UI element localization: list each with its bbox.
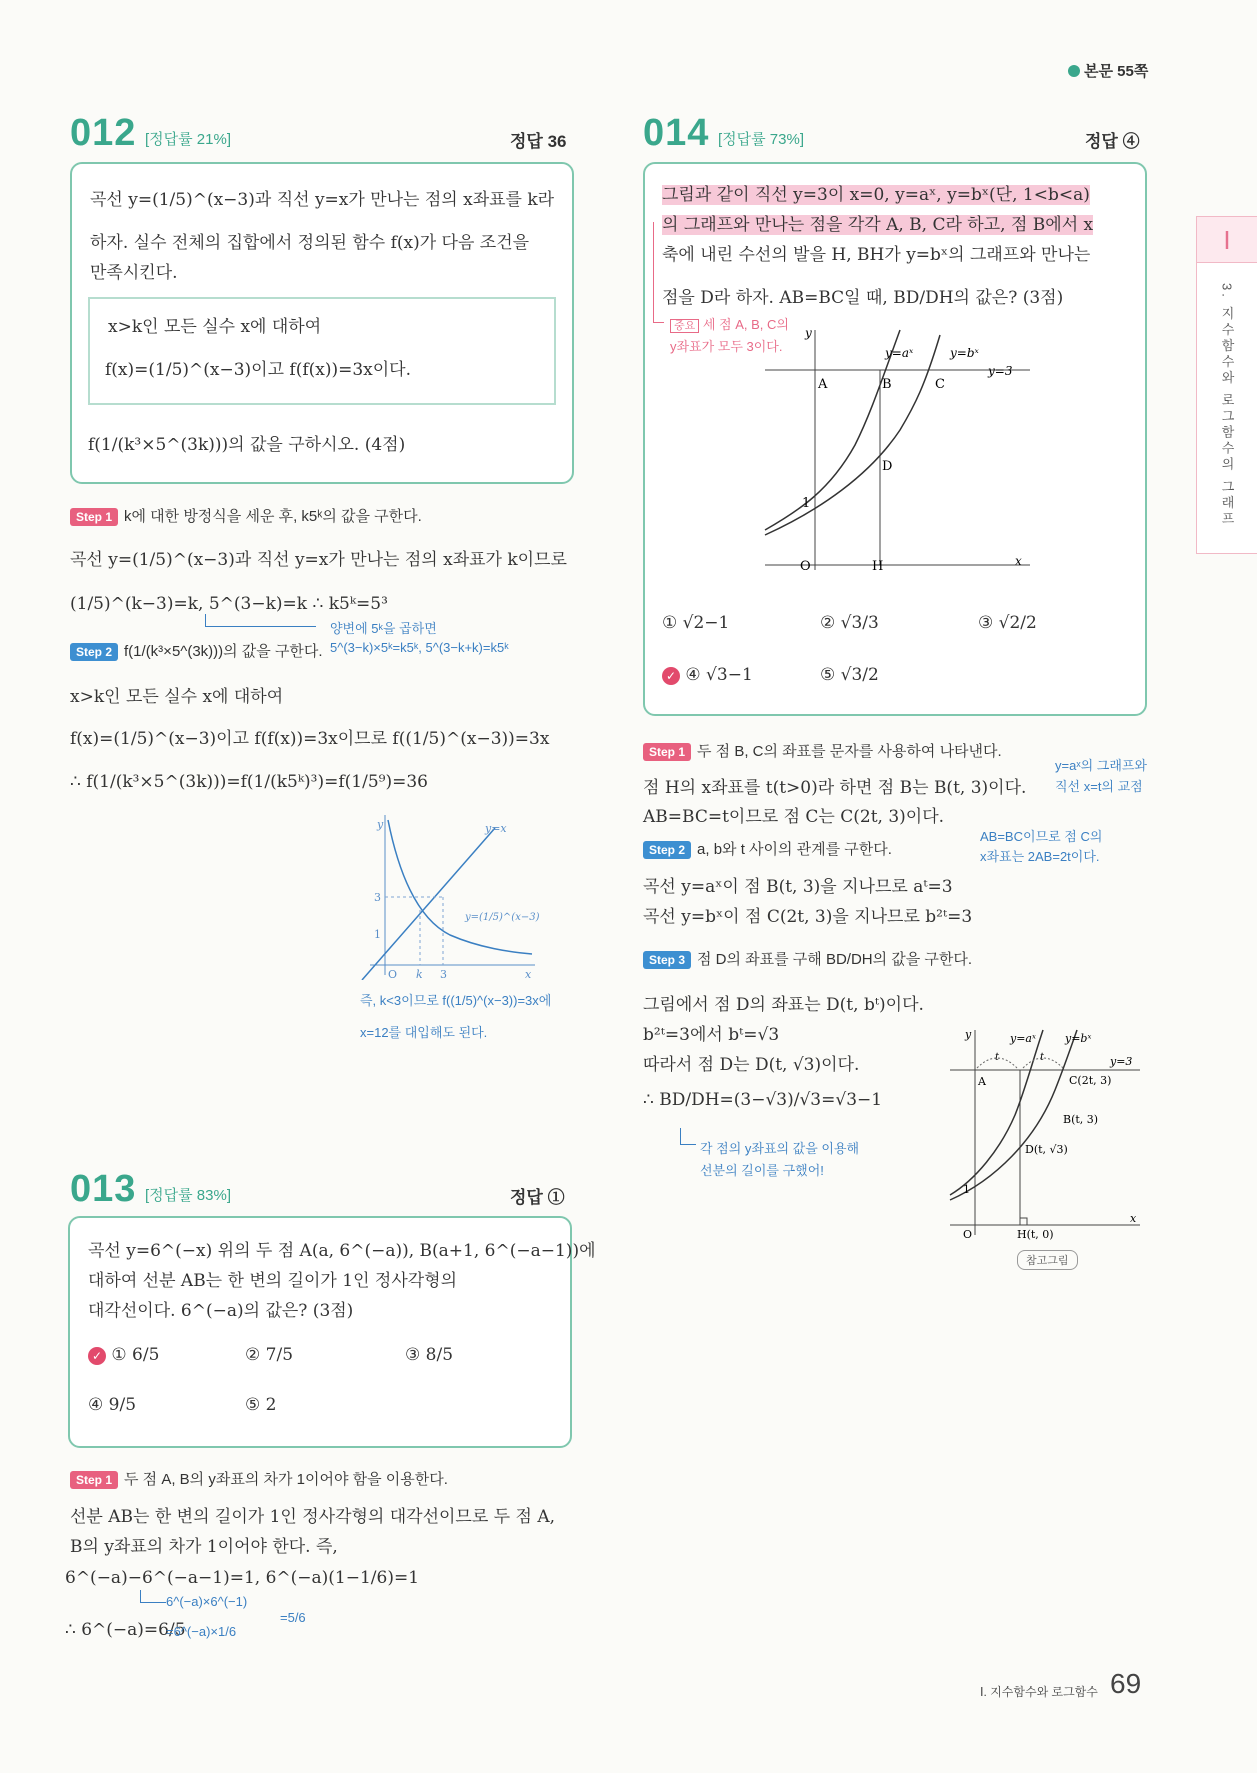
solution-text: f(x)=(1/5)^(x−3)이고 f(f(x))=3x이므로 f((1/5)^(x−3))=3x: [70, 729, 550, 749]
choice-4[interactable]: ④ 9/5: [88, 1395, 137, 1415]
curve-b: [765, 335, 940, 535]
choice-2[interactable]: ② √3/3: [820, 613, 879, 633]
solution-text: AB=BC=t이므로 점 C는 C(2t, 3)이다.: [643, 807, 945, 827]
annotation: 각 점의 y좌표의 값을 이용해: [700, 1141, 860, 1156]
axis-label: y: [377, 818, 384, 831]
point-label: D(t, √3): [1025, 1143, 1068, 1156]
annotation: 직선 x=t의 교점: [1055, 779, 1143, 794]
accuracy-rate: [정답률 83%]: [145, 1187, 231, 1204]
step-heading: Step 1 두 점 B, C의 좌표를 문자를 사용하여 나타낸다.: [643, 740, 1002, 761]
side-tab-chapter[interactable]: 3. 지수함수와 로그함수의 그래프: [1196, 262, 1257, 554]
annotation: y=aˣ의 그래프와: [1055, 758, 1147, 773]
tick-label: 1: [963, 1183, 970, 1196]
annotation: 5^(3−k)×5ᵏ=k5ᵏ, 5^(3−k+k)=k5ᵏ: [330, 640, 509, 655]
point-label: A: [978, 1075, 986, 1088]
choice-1[interactable]: ✓ ① 6/5: [88, 1345, 159, 1365]
step-badge: Step 1: [70, 508, 118, 526]
question-text: 곡선 y=(1/5)^(x−3)과 직선 y=x가 만나는 점의 x좌표를 k라: [90, 190, 555, 210]
curve-label: y=(1/5)^(x−3): [465, 912, 540, 923]
tick-label: 1: [802, 496, 811, 511]
solution-text: ∴ BD/DH=(3−√3)/√3=√3−1: [643, 1090, 883, 1110]
exp-curve: [388, 820, 532, 954]
footer-section: Ⅰ. 지수함수와 로그함수: [980, 1685, 1098, 1699]
curve-label: y=bˣ: [950, 346, 979, 360]
pink-note: 중요 세 점 A, B, C의: [670, 314, 789, 333]
point-label: B: [882, 377, 892, 392]
point-label: C(2t, 3): [1069, 1074, 1112, 1087]
step-heading: Step 2 f(1/(k³×5^(3k)))의 값을 구한다.: [70, 640, 323, 661]
axis-label: x: [1130, 1212, 1137, 1225]
question-text: 만족시킨다.: [90, 263, 178, 283]
question-text: 대각선이다. 6^(−a)의 값은? (3점): [88, 1301, 354, 1321]
annotation: 선분의 길이를 구했어!: [700, 1163, 824, 1178]
question-text: 대하여 선분 AB는 한 변의 길이가 1인 정사각형의: [88, 1271, 458, 1291]
step-badge: Step 2: [643, 841, 691, 859]
solution-text: ∴ f(1/(k³×5^(3k)))=f(1/(k5ᵏ)³)=f(1/5⁹)=36: [70, 772, 428, 792]
side-tab-numeral[interactable]: I: [1196, 216, 1257, 264]
annotation: =5/6: [280, 1610, 306, 1625]
step-badge: Step 3: [643, 951, 691, 969]
step-heading: Step 3 점 D의 좌표를 구해 BD/DH의 값을 구한다.: [643, 948, 972, 969]
choice-2[interactable]: ② 7/5: [245, 1345, 294, 1365]
solution-text: 곡선 y=bˣ이 점 C(2t, 3)을 지나므로 b²ᵗ=3: [643, 907, 973, 927]
right-angle-mark: [1020, 1218, 1027, 1225]
important-badge: 중요: [670, 319, 699, 333]
choice-1[interactable]: ① √2−1: [662, 613, 730, 633]
axis-label: x: [1015, 554, 1022, 568]
step-heading: Step 1 k에 대한 방정식을 세운 후, k5ᵏ의 값을 구한다.: [70, 505, 422, 526]
point-label: H: [872, 559, 884, 574]
check-mark-icon: ✓: [662, 667, 680, 685]
graph-note: x=12를 대입해도 된다.: [360, 1025, 488, 1040]
dimension-label: t: [995, 1052, 1000, 1063]
step-badge: Step 1: [70, 1471, 118, 1489]
pink-note: y좌표가 모두 3이다.: [670, 339, 783, 354]
question-text: 축에 내린 수선의 발을 H, BH가 y=bˣ의 그래프와 만나는: [662, 245, 1091, 265]
solution-text: 곡선 y=(1/5)^(x−3)과 직선 y=x가 만나는 점의 x좌표가 k이므로: [70, 550, 567, 570]
solution-text: 곡선 y=aˣ이 점 B(t, 3)을 지나므로 aᵗ=3: [643, 877, 953, 897]
origin-label: O: [388, 968, 398, 980]
line-label: y=3: [988, 364, 1013, 378]
point-label: C: [935, 377, 945, 392]
choice-4[interactable]: ✓ ④ √3−1: [662, 665, 753, 685]
axis-label: y: [805, 326, 812, 340]
solution-text: (1/5)^(k−3)=k, 5^(3−k)=k ∴ k5ᵏ=5³: [70, 594, 388, 614]
solution-text: ∴ 6^(−a)=6/5: [65, 1620, 186, 1640]
step-badge: Step 2: [70, 643, 118, 661]
point-label: D: [882, 459, 893, 474]
annotation-connector: [653, 222, 664, 323]
tick-label: 3: [374, 891, 381, 904]
problem-number: 012: [70, 112, 137, 154]
problem-number: 014: [643, 112, 710, 154]
curve-label: y=bˣ: [1065, 1032, 1092, 1045]
curve-label: y=aˣ: [885, 346, 914, 360]
step-heading: Step 1 두 점 A, B의 y좌표의 차가 1이어야 함을 이용한다.: [70, 1468, 448, 1489]
annotation-connector: [680, 1128, 696, 1145]
solution-text: 그림에서 점 D의 좌표는 D(t, bᵗ)이다.: [643, 995, 924, 1015]
line-y-equals-x: [362, 828, 495, 980]
problem-number: 013: [70, 1168, 137, 1210]
solution-text: 점 H의 x좌표를 t(t>0)라 하면 점 B는 B(t, 3)이다.: [643, 778, 1027, 798]
curve-label: y=aˣ: [1010, 1032, 1036, 1045]
graph-012: [340, 810, 540, 980]
curve-b: [950, 1030, 1077, 1200]
accuracy-rate: [정답률 73%]: [718, 131, 804, 148]
point-label: H(t, 0): [1017, 1228, 1054, 1240]
axis-label: x: [525, 968, 532, 980]
choice-5[interactable]: ⑤ √3/2: [820, 665, 879, 685]
question-text: 의 그래프와 만나는 점을 각각 A, B, C라 하고, 점 B에서 x: [662, 215, 1094, 235]
dimension-label: t: [1040, 1052, 1045, 1063]
graph-014: [760, 325, 1040, 575]
reference-graph: [945, 1020, 1145, 1240]
annotation: 6^(−a)×6^(−1): [166, 1594, 248, 1609]
choice-5[interactable]: ⑤ 2: [245, 1395, 277, 1415]
check-mark-icon: ✓: [88, 1347, 106, 1365]
solution-text: 따라서 점 D는 D(t, √3)이다.: [643, 1055, 860, 1075]
axis-label: y: [965, 1028, 972, 1041]
annotation-connector: [140, 1590, 166, 1603]
line-label: y=3: [1110, 1055, 1133, 1068]
question-text: 점을 D라 하자. AB=BC일 때, BD/DH의 값은? (3점): [662, 288, 1064, 308]
origin-label: O: [800, 559, 811, 574]
step-heading: Step 2 a, b와 t 사이의 관계를 구한다.: [643, 838, 892, 859]
condition-text: f(x)=(1/5)^(x−3)이고 f(f(x))=3x이다.: [105, 360, 412, 380]
reference-label: 참고그림: [1017, 1250, 1078, 1270]
solution-text: x>k인 모든 실수 x에 대하여: [70, 687, 284, 707]
point-label: A: [818, 377, 828, 392]
question-text: 하자. 실수 전체의 집합에서 정의된 함수 f(x)가 다음 조건을: [90, 233, 530, 253]
origin-label: O: [963, 1228, 973, 1240]
answer: 정답 36: [510, 132, 567, 151]
solution-text: 6^(−a)−6^(−a−1)=1, 6^(−a)(1−1/6)=1: [65, 1568, 420, 1588]
annotation: 양변에 5ᵏ을 곱하면: [330, 621, 437, 636]
annotation: AB=BC이므로 점 C의: [980, 829, 1103, 844]
graph-note: 즉, k<3이므로 f((1/5)^(x−3))=3x에: [360, 993, 552, 1008]
tick-label: k: [416, 968, 423, 980]
answer: 정답 ①: [510, 1188, 565, 1207]
answer: 정답 ④: [1085, 132, 1140, 151]
question-text: 그림과 같이 직선 y=3이 x=0, y=aˣ, y=bˣ(단, 1<b<a): [662, 185, 1090, 205]
annotation-connector: [205, 614, 316, 627]
question-text: 곡선 y=6^(−x) 위의 두 점 A(a, 6^(−a)), B(a+1, 6^(−a−1))에: [88, 1241, 596, 1261]
solution-text: B의 y좌표의 차가 1이어야 한다. 즉,: [70, 1537, 338, 1557]
step-badge: Step 1: [643, 743, 691, 761]
question-ask: f(1/(k³×5^(3k)))의 값을 구하시오. (4점): [88, 435, 406, 455]
choice-3[interactable]: ③ √2/2: [978, 613, 1037, 633]
line-label: y=x: [485, 822, 507, 835]
condition-text: x>k인 모든 실수 x에 대하여: [108, 317, 322, 337]
accuracy-rate: [정답률 21%]: [145, 131, 231, 148]
point-label: B(t, 3): [1063, 1113, 1099, 1126]
annotation: x좌표는 2AB=2t이다.: [980, 849, 1100, 864]
choice-3[interactable]: ③ 8/5: [405, 1345, 454, 1365]
circle-icon: [1068, 65, 1080, 77]
annotation: =6^(−a)×1/6: [166, 1624, 237, 1639]
solution-text: 선분 AB는 한 변의 길이가 1인 정사각형의 대각선이므로 두 점 A,: [70, 1507, 556, 1527]
page-reference: 본문 55쪽: [1068, 60, 1148, 81]
tick-label: 3: [440, 968, 447, 980]
page-number: 69: [1110, 1668, 1142, 1699]
solution-text: b²ᵗ=3에서 bᵗ=√3: [643, 1025, 780, 1045]
tick-label: 1: [374, 928, 381, 941]
